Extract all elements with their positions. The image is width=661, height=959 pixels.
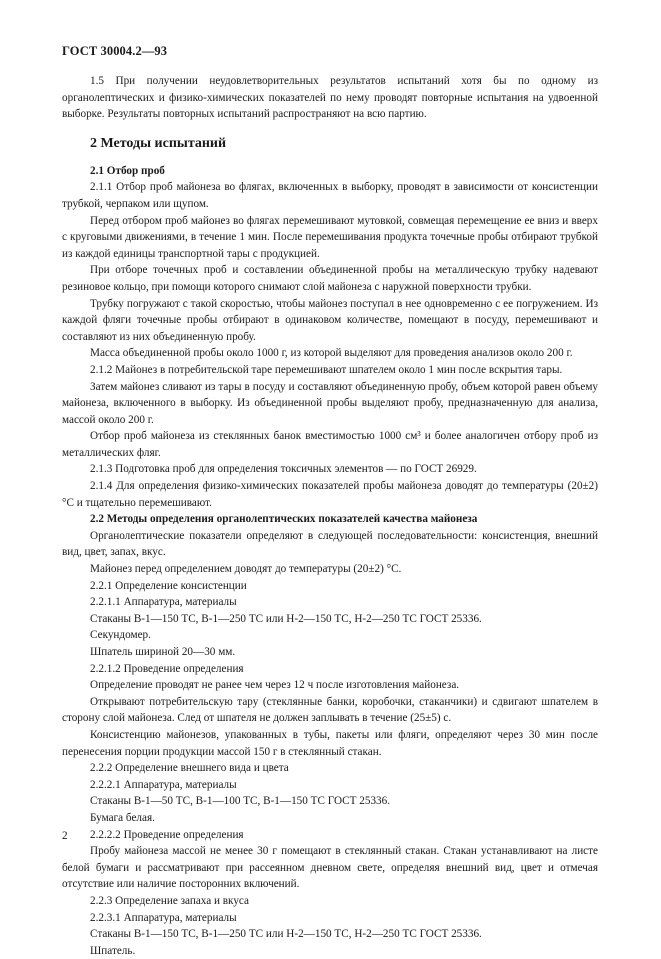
subsection-2-1-title: 2.1 Отбор проб (90, 164, 165, 177)
paragraph: Шпатель. (90, 944, 136, 957)
paragraph: Перед отбором проб майонез во флягах перемешивают мутовкой, совмещая перемещение ее вниз и вверх с круговыми движениями, в течение 1 мин. После перемешивания продукта точечные пробы отбирают трубкой из каждой единицы транспортной тары с продукцией. (62, 214, 598, 260)
paragraph: 2.1.1 Отбор проб майонеза во флягах, включенных в выборку, проводят в зависимости от консистенции трубкой, черпаком или щупом. (62, 181, 598, 210)
paragraph: Секундомер. (90, 629, 151, 642)
document-body (62, 73, 598, 959)
paragraph: 2.1.4 Для определения физико-химических показателей пробы майонеза доводят до температуры (20±2) °С и тщательно перемешивают. (62, 480, 598, 509)
paragraph: Бумага белая. (90, 811, 155, 824)
paragraph: Шпатель шириной 20—30 мм. (90, 646, 236, 658)
page-number: 2 (62, 830, 68, 842)
paragraph: 2.2.2 Определение внешнего вида и цвета (90, 762, 289, 775)
paragraph: Затем майонез сливают из тары в посуду и составляют объединенную пробу, объем которой равен объему майонеза, включенного в выборку. Из объединенной пробы выделяют пробу, предназначенную для анализа, массой около 200 г. (62, 380, 598, 426)
paragraph: Масса объединенной пробы около 1000 г, из которой выделяют для проведения анализов около 200 г. (90, 347, 573, 360)
paragraph: Органолептические показатели определяют в следующей последовательности: консистенция, внешний вид, цвет, запах, вкус. (62, 529, 598, 559)
paragraph: 2.1.3 Подготовка проб для определения токсичных элементов — по ГОСТ 26929. (90, 463, 477, 476)
subsection-2-2-title: 2.2 Методы определения органолептических показателей качества майонеза (90, 513, 478, 526)
paragraph: Определение проводят не ранее чем через 12 ч после изготовления майонеза. (90, 679, 460, 692)
paragraph: 2.2.2.2 Проведение определения (90, 828, 244, 841)
paragraph: При отборе точечных проб и составлении объединенной пробы на металлическую трубку надевают резиновое кольцо, при помощи которого снимают слой майонеза с наружной поверхности трубки. (62, 264, 598, 293)
section-title: 2 Методы испытаний (90, 135, 227, 151)
paragraph: 2.2.1 Определение консистенции (90, 579, 247, 592)
paragraph: Майонез перед определением доводят до температуры (20±2) °С. (90, 563, 402, 576)
paragraph: 2.2.3 Определение запаха и вкуса (90, 894, 249, 907)
paragraph: 2.2.1.1 Аппаратура, материалы (90, 596, 237, 609)
paragraph: Открывают потребительскую тару (стеклянные банки, коробочки, стаканчики) и сдвигают шпателем в сторону слой майонеза. След от шпателя не должен заплывать в течение (25±5) с. (62, 695, 598, 725)
paragraph: 2.2.2.1 Аппаратура, материалы (90, 778, 237, 791)
paragraph: Отбор проб майонеза из стеклянных банок вместимостью 1000 см³ и более аналогичен отбору проб из металлических фляг. (62, 430, 598, 459)
paragraph: Стаканы В-1—150 ТС, В-1—250 ТС или Н-2—150 ТС, Н-2—250 ТС ГОСТ 25336. (90, 928, 482, 941)
paragraph: Консистенцию майонезов, упакованных в тубы, пакеты или фляги, определяют через 30 мин после перенесения порции продукции массой 150 г в стеклянный стакан. (62, 728, 598, 758)
document-header: ГОСТ 30004.2—93 (62, 44, 168, 58)
paragraph: 2.2.3.1 Аппаратура, материалы (90, 911, 237, 924)
paragraph: Стаканы В-1—50 ТС, В-1—100 ТС, В-1—150 ТС ГОСТ 25336. (90, 795, 391, 808)
paragraph: Пробу майонеза массой не менее 30 г помещают в стеклянный стакан. Стакан устанавливают на листе белой бумаги и рассматривают при рассеянном дневном свете, определяя внешний вид, цвет и отмечая отсутствие или наличие посторонних включений. (62, 845, 598, 891)
paragraph: 2.2.1.2 Проведение определения (90, 662, 244, 675)
paragraph: Трубку погружают с такой скоростью, чтобы майонез поступал в нее одновременно с ее погружением. Из каждой фляги точечные пробы отбирают в одинаковом количестве, помещают в посуду, перемешивают и составляют из них объединенную пробу. (62, 297, 598, 343)
paragraph: 2.1.2 Майонез в потребительской таре перемешивают шпателем около 1 мин после вскрытия тары. (90, 363, 563, 376)
paragraph-1-5: 1.5 При получении неудовлетворительных результатов испытаний хотя бы по одному из органолептических и физико-химических показателей по нему проводят повторные испытания на удвоенной выборке. Результаты повторных испытаний распространяют на всю партию. (62, 75, 598, 121)
paragraph: Стаканы В-1—150 ТС, В-1—250 ТС или Н-2—150 ТС, Н-2—250 ТС ГОСТ 25336. (90, 612, 482, 625)
